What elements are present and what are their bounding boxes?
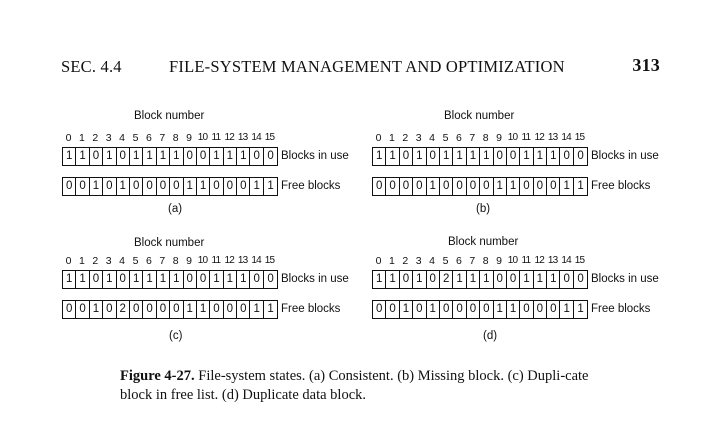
blocks-in-use-row bbox=[62, 147, 278, 166]
free-cell: 0 bbox=[157, 301, 170, 318]
free-cell: 0 bbox=[534, 178, 547, 195]
in-use-cell: 1 bbox=[467, 148, 480, 165]
in-use-cell: 1 bbox=[130, 148, 143, 165]
in-use-cell: 1 bbox=[547, 148, 560, 165]
in-use-cell: 0 bbox=[400, 148, 413, 165]
block-number-label: 12 bbox=[534, 132, 545, 143]
block-number-label: 14 bbox=[251, 132, 261, 143]
in-use-cell: 0 bbox=[400, 271, 413, 288]
in-use-cell: 0 bbox=[267, 273, 274, 285]
in-use-cell: 0 bbox=[577, 273, 584, 285]
free-blocks-label: Free blocks bbox=[281, 303, 341, 315]
in-use-cell: 0 bbox=[117, 271, 130, 288]
free-blocks-row bbox=[372, 300, 588, 319]
block-number-label: 0 bbox=[65, 255, 72, 267]
free-cell: 0 bbox=[63, 301, 76, 318]
block-number-label: 5 bbox=[442, 132, 449, 144]
block-number-label: 14 bbox=[561, 132, 571, 143]
blocks-in-use-label: Blocks in use bbox=[591, 150, 659, 162]
in-use-cell: 1 bbox=[237, 148, 250, 165]
free-cell: 1 bbox=[494, 178, 507, 195]
in-use-cell: 1 bbox=[170, 271, 183, 288]
block-number-label: 10 bbox=[507, 255, 518, 266]
free-cell: 0 bbox=[237, 301, 250, 318]
block-number-label: 3 bbox=[415, 132, 422, 144]
block-number-label: 15 bbox=[574, 255, 585, 266]
block-number-label: 9 bbox=[186, 255, 193, 267]
free-blocks-label: Free blocks bbox=[591, 303, 651, 315]
free-cell: 1 bbox=[250, 178, 263, 195]
free-cell: 0 bbox=[143, 178, 156, 195]
in-use-cell: 1 bbox=[76, 148, 89, 165]
block-number-label: 13 bbox=[547, 255, 558, 266]
blocks-in-use-row bbox=[372, 147, 588, 166]
block-number-label: 8 bbox=[172, 255, 179, 267]
block-number-label: 11 bbox=[521, 255, 531, 266]
blocks-in-use-label: Blocks in use bbox=[591, 273, 659, 285]
in-use-cell: 1 bbox=[210, 271, 223, 288]
block-number-label: 6 bbox=[145, 132, 152, 144]
block-number-label: 13 bbox=[237, 255, 248, 266]
free-cell: 1 bbox=[197, 178, 210, 195]
panel-b bbox=[372, 108, 672, 218]
block-number-label: 10 bbox=[197, 255, 208, 266]
free-cell: 0 bbox=[480, 301, 493, 318]
block-number-label: 2 bbox=[92, 132, 99, 144]
free-cell: 0 bbox=[143, 301, 156, 318]
block-number-title: Block number bbox=[444, 110, 515, 122]
block-number-label: 4 bbox=[119, 255, 126, 267]
free-blocks-row bbox=[62, 177, 278, 196]
in-use-cell: 1 bbox=[480, 148, 493, 165]
free-cell: 1 bbox=[560, 301, 573, 318]
in-use-cell: 2 bbox=[440, 271, 453, 288]
in-use-cell: 1 bbox=[210, 148, 223, 165]
free-cell: 0 bbox=[547, 178, 560, 195]
in-use-cell: 0 bbox=[494, 271, 507, 288]
free-cell: 1 bbox=[560, 178, 573, 195]
panel-sublabel: (b) bbox=[476, 203, 491, 215]
in-use-cell: 1 bbox=[534, 148, 547, 165]
blocks-in-use-row bbox=[372, 270, 588, 289]
in-use-cell: 0 bbox=[197, 148, 210, 165]
free-cell: 0 bbox=[210, 301, 223, 318]
block-number-row bbox=[372, 132, 586, 144]
free-cell: 1 bbox=[90, 301, 103, 318]
block-number-label: 3 bbox=[105, 132, 112, 144]
in-use-cell: 1 bbox=[453, 271, 466, 288]
in-use-cell: 0 bbox=[507, 148, 520, 165]
in-use-cell: 0 bbox=[90, 148, 103, 165]
block-number-label: 13 bbox=[547, 132, 558, 143]
in-use-cell: 1 bbox=[520, 271, 533, 288]
block-number-label: 1 bbox=[78, 132, 85, 144]
in-use-cell: 1 bbox=[143, 148, 156, 165]
in-use-cell: 1 bbox=[547, 271, 560, 288]
free-cell: 1 bbox=[117, 178, 130, 195]
in-use-cell: 1 bbox=[413, 148, 426, 165]
free-cell: 0 bbox=[480, 178, 493, 195]
in-use-cell: 0 bbox=[427, 148, 440, 165]
free-cell: 1 bbox=[400, 301, 413, 318]
in-use-cell: 1 bbox=[480, 271, 493, 288]
free-cell: 0 bbox=[157, 178, 170, 195]
in-use-cell: 1 bbox=[440, 148, 453, 165]
in-use-cell: 1 bbox=[413, 271, 426, 288]
free-cell: 0 bbox=[224, 178, 237, 195]
blocks-in-use-row bbox=[62, 270, 278, 289]
in-use-cell: 1 bbox=[170, 148, 183, 165]
free-cell: 0 bbox=[467, 178, 480, 195]
block-number-label: 1 bbox=[388, 132, 395, 144]
in-use-cell: 0 bbox=[250, 148, 263, 165]
free-cell: 0 bbox=[237, 178, 250, 195]
block-number-label: 9 bbox=[496, 132, 503, 144]
in-use-cell: 1 bbox=[63, 271, 76, 288]
free-cell: 0 bbox=[467, 301, 480, 318]
block-number-label: 9 bbox=[186, 132, 193, 144]
free-blocks-row bbox=[62, 300, 278, 319]
block-number-label: 10 bbox=[197, 132, 208, 143]
block-number-row bbox=[372, 255, 586, 267]
free-cell: 0 bbox=[63, 178, 76, 195]
in-use-cell: 1 bbox=[130, 271, 143, 288]
block-number-row bbox=[62, 255, 276, 267]
in-use-cell: 1 bbox=[373, 271, 386, 288]
free-cell: 1 bbox=[507, 301, 520, 318]
block-number-label: 7 bbox=[469, 255, 476, 267]
in-use-cell: 1 bbox=[76, 271, 89, 288]
free-cell: 1 bbox=[577, 180, 584, 192]
free-cell: 1 bbox=[427, 301, 440, 318]
free-cell: 0 bbox=[453, 301, 466, 318]
free-cell: 0 bbox=[76, 178, 89, 195]
block-number-label: 6 bbox=[145, 255, 152, 267]
in-use-cell: 1 bbox=[520, 148, 533, 165]
block-number-label: 8 bbox=[172, 132, 179, 144]
free-cell: 0 bbox=[534, 301, 547, 318]
in-use-cell: 1 bbox=[534, 271, 547, 288]
in-use-cell: 1 bbox=[224, 271, 237, 288]
in-use-cell: 0 bbox=[184, 148, 197, 165]
in-use-cell: 1 bbox=[453, 148, 466, 165]
figure-caption bbox=[120, 367, 610, 405]
block-number-label: 7 bbox=[159, 132, 166, 144]
block-number-label: 5 bbox=[132, 255, 139, 267]
block-number-label: 13 bbox=[237, 132, 248, 143]
block-number-label: 6 bbox=[455, 255, 462, 267]
in-use-cell: 0 bbox=[267, 150, 274, 162]
in-use-cell: 0 bbox=[117, 148, 130, 165]
in-use-cell: 0 bbox=[427, 271, 440, 288]
free-cell: 1 bbox=[184, 178, 197, 195]
in-use-cell: 1 bbox=[237, 271, 250, 288]
block-number-label: 0 bbox=[375, 132, 382, 144]
in-use-cell: 1 bbox=[103, 271, 116, 288]
free-cell: 0 bbox=[386, 178, 399, 195]
block-number-label: 2 bbox=[92, 255, 99, 267]
block-number-label: 2 bbox=[402, 132, 409, 144]
block-number-label: 12 bbox=[224, 255, 235, 266]
free-cell: 0 bbox=[453, 178, 466, 195]
free-cell: 0 bbox=[520, 301, 533, 318]
block-number-label: 3 bbox=[415, 255, 422, 267]
block-number-label: 8 bbox=[482, 132, 489, 144]
in-use-cell: 0 bbox=[494, 148, 507, 165]
in-use-cell: 0 bbox=[560, 271, 573, 288]
block-number-label: 7 bbox=[469, 132, 476, 144]
free-cell: 0 bbox=[413, 301, 426, 318]
in-use-cell: 0 bbox=[560, 148, 573, 165]
in-use-cell: 0 bbox=[90, 271, 103, 288]
free-cell: 1 bbox=[577, 303, 584, 315]
block-number-label: 8 bbox=[482, 255, 489, 267]
blocks-in-use-label: Blocks in use bbox=[281, 273, 349, 285]
in-use-cell: 1 bbox=[143, 271, 156, 288]
in-use-cell: 1 bbox=[103, 148, 116, 165]
section-number: SEC. 4.4 bbox=[61, 57, 122, 76]
in-use-cell: 1 bbox=[386, 148, 399, 165]
figure-label: Figure 4-27. bbox=[120, 368, 195, 384]
free-cell: 0 bbox=[386, 301, 399, 318]
free-cell: 1 bbox=[197, 301, 210, 318]
block-number-title: Block number bbox=[134, 110, 205, 122]
in-use-cell: 0 bbox=[184, 271, 197, 288]
block-number-label: 4 bbox=[119, 132, 126, 144]
block-number-label: 1 bbox=[388, 255, 395, 267]
block-number-label: 14 bbox=[561, 255, 571, 266]
block-number-label: 11 bbox=[211, 132, 221, 143]
block-number-label: 15 bbox=[574, 132, 585, 143]
free-cell: 0 bbox=[103, 178, 116, 195]
free-cell: 0 bbox=[170, 301, 183, 318]
free-cell: 0 bbox=[210, 178, 223, 195]
free-cell: 0 bbox=[224, 301, 237, 318]
in-use-cell: 0 bbox=[250, 271, 263, 288]
free-cell: 1 bbox=[267, 303, 274, 315]
caption-text: File-system states. (a) Consistent. (b) Missing block. (c) Dupli-cate block in free list. (d) Duplicate data block. bbox=[120, 368, 589, 403]
running-title: FILE-SYSTEM MANAGEMENT AND OPTIMIZATION bbox=[169, 57, 565, 76]
free-cell: 0 bbox=[440, 301, 453, 318]
block-number-label: 0 bbox=[65, 132, 72, 144]
in-use-cell: 1 bbox=[157, 148, 170, 165]
free-cell: 1 bbox=[494, 301, 507, 318]
free-cell: 1 bbox=[507, 178, 520, 195]
in-use-cell: 1 bbox=[467, 271, 480, 288]
block-number-label: 7 bbox=[159, 255, 166, 267]
free-blocks-label: Free blocks bbox=[281, 180, 341, 192]
free-cell: 0 bbox=[130, 178, 143, 195]
panel-d bbox=[372, 234, 672, 344]
block-number-label: 10 bbox=[507, 132, 518, 143]
in-use-cell: 1 bbox=[157, 271, 170, 288]
block-number-label: 12 bbox=[224, 132, 235, 143]
free-cell: 0 bbox=[76, 301, 89, 318]
block-number-label: 9 bbox=[496, 255, 503, 267]
block-number-title: Block number bbox=[448, 236, 519, 248]
free-cell: 1 bbox=[427, 178, 440, 195]
panel-sublabel: (a) bbox=[168, 203, 183, 215]
free-cell: 0 bbox=[440, 178, 453, 195]
block-number-label: 12 bbox=[534, 255, 545, 266]
free-cell: 0 bbox=[520, 178, 533, 195]
free-cell: 1 bbox=[250, 301, 263, 318]
block-number-label: 15 bbox=[264, 255, 275, 266]
block-number-label: 15 bbox=[264, 132, 275, 143]
block-number-label: 1 bbox=[78, 255, 85, 267]
free-blocks-row bbox=[372, 177, 588, 196]
page-number: 313 bbox=[632, 55, 660, 75]
free-cell: 0 bbox=[413, 178, 426, 195]
free-cell: 0 bbox=[373, 178, 386, 195]
in-use-cell: 1 bbox=[224, 148, 237, 165]
free-cell: 1 bbox=[184, 301, 197, 318]
in-use-cell: 1 bbox=[386, 271, 399, 288]
in-use-cell: 1 bbox=[63, 148, 76, 165]
panel-sublabel: (c) bbox=[169, 330, 183, 342]
free-cell: 0 bbox=[170, 178, 183, 195]
in-use-cell: 1 bbox=[373, 148, 386, 165]
free-cell: 1 bbox=[90, 178, 103, 195]
block-number-label: 2 bbox=[402, 255, 409, 267]
block-number-label: 4 bbox=[429, 255, 436, 267]
block-number-label: 14 bbox=[251, 255, 261, 266]
block-number-row bbox=[62, 132, 276, 144]
free-cell: 1 bbox=[267, 180, 274, 192]
free-cell: 2 bbox=[117, 301, 130, 318]
block-number-label: 5 bbox=[132, 132, 139, 144]
free-cell: 0 bbox=[400, 178, 413, 195]
block-number-label: 5 bbox=[442, 255, 449, 267]
free-cell: 0 bbox=[103, 301, 116, 318]
block-number-title: Block number bbox=[134, 237, 205, 249]
blocks-in-use-label: Blocks in use bbox=[281, 150, 349, 162]
in-use-cell: 0 bbox=[197, 271, 210, 288]
panel-a bbox=[62, 108, 362, 218]
free-cell: 0 bbox=[373, 301, 386, 318]
in-use-cell: 0 bbox=[507, 271, 520, 288]
block-number-label: 3 bbox=[105, 255, 112, 267]
in-use-cell: 0 bbox=[577, 150, 584, 162]
block-number-label: 11 bbox=[521, 132, 531, 143]
block-number-label: 4 bbox=[429, 132, 436, 144]
free-blocks-label: Free blocks bbox=[591, 180, 651, 192]
free-cell: 0 bbox=[130, 301, 143, 318]
panel-sublabel: (d) bbox=[483, 330, 498, 342]
block-number-label: 11 bbox=[211, 255, 221, 266]
block-number-label: 6 bbox=[455, 132, 462, 144]
panel-c bbox=[62, 234, 362, 344]
free-cell: 0 bbox=[547, 301, 560, 318]
block-number-label: 0 bbox=[375, 255, 382, 267]
